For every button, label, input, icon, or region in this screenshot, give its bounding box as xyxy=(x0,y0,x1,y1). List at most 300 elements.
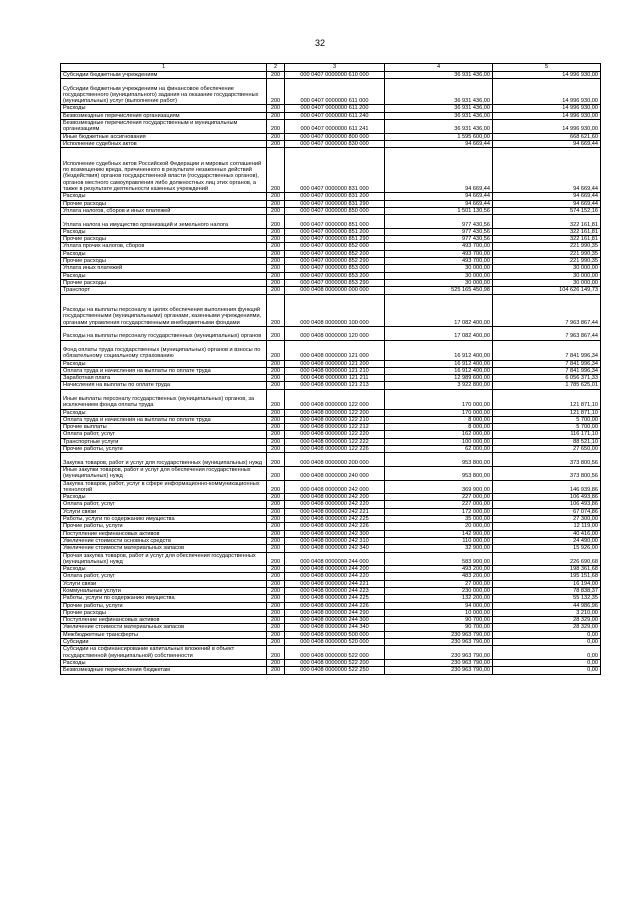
row-budget-code: 000 0408 0000000 122 212 xyxy=(285,424,385,431)
table-row xyxy=(61,508,601,515)
row-line-code: 200 xyxy=(267,258,285,265)
row-executed-amount: 40 416,00 xyxy=(493,530,601,537)
row-executed-amount: 0,00 xyxy=(493,631,601,638)
table-row xyxy=(61,545,601,552)
row-approved-amount: 583 900,00 xyxy=(385,552,493,566)
table-row xyxy=(61,243,601,250)
row-approved-amount: 230 963 790,00 xyxy=(385,646,493,660)
row-budget-code: 000 0407 0000000 852 200 xyxy=(285,250,385,257)
row-budget-code: 000 0407 0000000 831 290 xyxy=(285,200,385,207)
row-executed-amount: 44 986,96 xyxy=(493,602,601,609)
row-executed-amount: 14 996 930,00 xyxy=(493,72,601,79)
row-budget-code: 000 0408 0000000 244 223 xyxy=(285,588,385,595)
row-name: Расходы xyxy=(61,409,267,416)
row-line-code: 200 xyxy=(267,516,285,523)
row-executed-amount: 28 329,00 xyxy=(493,617,601,624)
row-line-code: 200 xyxy=(267,424,285,431)
row-name: Уплата прочих налогов, сборов xyxy=(61,243,267,250)
table-row xyxy=(61,375,601,382)
row-executed-amount: 0,00 xyxy=(493,646,601,660)
row-budget-code: 000 0408 0000000 522 000 xyxy=(285,646,385,660)
row-executed-amount: 3 210,00 xyxy=(493,609,601,616)
row-approved-amount: 94 669,44 xyxy=(385,193,493,200)
row-name: Иные выплаты персоналу государственных (муниципальных) органов, за исключением фонда оплаты труда xyxy=(61,389,267,409)
row-budget-code: 000 0407 0000000 831 200 xyxy=(285,193,385,200)
row-budget-code: 000 0408 0000000 000 000 xyxy=(285,287,385,294)
row-budget-code: 000 0408 0000000 242 200 xyxy=(285,494,385,501)
row-line-code: 200 xyxy=(267,480,285,494)
row-approved-amount: 493 700,00 xyxy=(385,243,493,250)
row-line-code: 200 xyxy=(267,573,285,580)
table-row xyxy=(61,617,601,624)
row-budget-code: 000 0408 0000000 122 210 xyxy=(285,416,385,423)
row-approved-amount: 162 000,00 xyxy=(385,431,493,438)
row-budget-code: 000 0408 0000000 121 200 xyxy=(285,360,385,367)
row-line-code: 200 xyxy=(267,617,285,624)
row-executed-amount: 5 700,00 xyxy=(493,424,601,431)
row-approved-amount: 94 000,00 xyxy=(385,602,493,609)
table-row xyxy=(61,327,601,341)
table-row xyxy=(61,667,601,674)
row-line-code: 200 xyxy=(267,243,285,250)
table-row xyxy=(61,595,601,602)
row-name: Расходы xyxy=(61,105,267,112)
row-budget-code: 000 0407 0000000 830 000 xyxy=(285,140,385,147)
row-name: Поступление нефинансовых активов xyxy=(61,617,267,624)
table-row xyxy=(61,105,601,112)
row-name: Прочие расходы xyxy=(61,236,267,243)
row-budget-code: 000 0408 0000000 242 226 xyxy=(285,523,385,530)
table-row xyxy=(61,566,601,573)
row-approved-amount: 94 669,44 xyxy=(385,148,493,193)
row-approved-amount: 369 900,00 xyxy=(385,480,493,494)
row-name: Оплата работ, услуг xyxy=(61,573,267,580)
table-row xyxy=(61,602,601,609)
row-budget-code: 000 0407 0000000 610 000 xyxy=(285,72,385,79)
table-row xyxy=(61,287,601,294)
row-budget-code: 000 0407 0000000 611 000 xyxy=(285,79,385,105)
row-approved-amount: 20 000,00 xyxy=(385,523,493,530)
row-budget-code: 000 0408 0000000 122 000 xyxy=(285,389,385,409)
row-line-code: 200 xyxy=(267,105,285,112)
row-budget-code: 000 0407 0000000 611 241 xyxy=(285,120,385,134)
row-name: Межбюджетные трансферты xyxy=(61,631,267,638)
row-name: Уплата налогов, сборов и иных платежей xyxy=(61,207,267,214)
row-executed-amount: 12 119,00 xyxy=(493,523,601,530)
table-row xyxy=(61,258,601,265)
row-executed-amount: 14 996 930,00 xyxy=(493,79,601,105)
row-approved-amount: 230 000,00 xyxy=(385,588,493,595)
row-budget-code: 000 0408 0000000 121 211 xyxy=(285,375,385,382)
row-executed-amount: 221 990,35 xyxy=(493,243,601,250)
row-name: Увеличение стоимости материальных запасов xyxy=(61,624,267,631)
row-executed-amount: 15 926,00 xyxy=(493,545,601,552)
row-executed-amount: 106 493,86 xyxy=(493,494,601,501)
row-name: Прочие расходы xyxy=(61,609,267,616)
row-name: Начисления на выплаты по оплате труда xyxy=(61,382,267,389)
row-name: Транспортные услуги xyxy=(61,438,267,445)
row-executed-amount: 106 493,86 xyxy=(493,501,601,508)
row-budget-code: 000 0408 0000000 522 250 xyxy=(285,667,385,674)
row-approved-amount: 493 700,00 xyxy=(385,258,493,265)
table-row xyxy=(61,659,601,666)
row-approved-amount: 90 700,00 xyxy=(385,617,493,624)
row-line-code: 200 xyxy=(267,133,285,140)
row-name: Расходы xyxy=(61,494,267,501)
row-name: Субсидии xyxy=(61,639,267,646)
row-executed-amount: 27 300,00 xyxy=(493,516,601,523)
row-name: Закупка товаров, работ и услуг для государственных (муниципальных) нужд xyxy=(61,453,267,467)
row-line-code: 200 xyxy=(267,200,285,207)
table-row xyxy=(61,453,601,467)
row-executed-amount: 7 963 867,44 xyxy=(493,294,601,327)
row-line-code: 200 xyxy=(267,588,285,595)
table-row xyxy=(61,215,601,229)
table-row xyxy=(61,279,601,286)
row-name: Прочая закупка товаров, работ и услуг для обеспечения государственных (муниципальных) нужд xyxy=(61,552,267,566)
row-name: Субсидии на софинансирование капитальных вложений в объект государственной (муниципальной) собственности xyxy=(61,646,267,660)
row-line-code: 200 xyxy=(267,327,285,341)
row-budget-code: 000 0408 0000000 242 221 xyxy=(285,508,385,515)
row-budget-code: 000 0408 0000000 242 220 xyxy=(285,501,385,508)
row-name: Транспорт xyxy=(61,287,267,294)
row-name: Субсидии бюджетным учреждениям на финансовое обеспечение государственного (муниципального) задания на оказание государственных (муниципальных) услуг (выполнение работ) xyxy=(61,79,267,105)
table-row xyxy=(61,236,601,243)
row-name: Увеличение стоимости материальных запасов xyxy=(61,545,267,552)
row-budget-code: 000 0407 0000000 852 000 xyxy=(285,243,385,250)
row-name: Прочие работы, услуги xyxy=(61,446,267,453)
row-approved-amount: 36 931 436,00 xyxy=(385,105,493,112)
table-row xyxy=(61,631,601,638)
table-row xyxy=(61,120,601,134)
row-executed-amount: 574 152,16 xyxy=(493,207,601,214)
row-executed-amount: 373 800,56 xyxy=(493,466,601,480)
row-approved-amount: 16 912 400,00 xyxy=(385,340,493,360)
row-approved-amount: 110 000,00 xyxy=(385,537,493,544)
row-approved-amount: 36 931 436,00 xyxy=(385,112,493,119)
row-executed-amount: 7 841 996,34 xyxy=(493,367,601,374)
table-row xyxy=(61,639,601,646)
row-executed-amount: 24 490,00 xyxy=(493,537,601,544)
table-row xyxy=(61,424,601,431)
row-approved-amount: 8 000,00 xyxy=(385,424,493,431)
row-budget-code: 000 0408 0000000 522 200 xyxy=(285,659,385,666)
row-line-code: 200 xyxy=(267,523,285,530)
row-budget-code: 000 0408 0000000 122 226 xyxy=(285,446,385,453)
row-executed-amount: 146 939,86 xyxy=(493,480,601,494)
row-line-code: 200 xyxy=(267,250,285,257)
row-executed-amount: 0,00 xyxy=(493,639,601,646)
row-approved-amount: 483 200,00 xyxy=(385,573,493,580)
page-number: 32 xyxy=(314,38,325,48)
row-budget-code: 000 0408 0000000 122 222 xyxy=(285,438,385,445)
row-name: Услуги связи xyxy=(61,580,267,587)
row-approved-amount: 227 000,00 xyxy=(385,501,493,508)
row-line-code: 200 xyxy=(267,530,285,537)
row-approved-amount: 27 000,00 xyxy=(385,580,493,587)
row-line-code: 200 xyxy=(267,360,285,367)
table-row xyxy=(61,446,601,453)
row-executed-amount: 14 996 930,00 xyxy=(493,105,601,112)
row-line-code: 200 xyxy=(267,120,285,134)
table-row xyxy=(61,294,601,327)
row-approved-amount: 90 700,00 xyxy=(385,624,493,631)
row-budget-code: 000 0408 0000000 240 000 xyxy=(285,466,385,480)
row-budget-code: 000 0407 0000000 853 000 xyxy=(285,265,385,272)
row-budget-code: 000 0408 0000000 244 225 xyxy=(285,595,385,602)
row-line-code: 200 xyxy=(267,79,285,105)
row-executed-amount: 94 669,44 xyxy=(493,148,601,193)
row-line-code: 200 xyxy=(267,545,285,552)
table-row xyxy=(61,148,601,193)
row-line-code: 200 xyxy=(267,294,285,327)
row-line-code: 200 xyxy=(267,508,285,515)
row-approved-amount: 30 000,00 xyxy=(385,265,493,272)
row-budget-code: 000 0408 0000000 121 210 xyxy=(285,367,385,374)
table-row xyxy=(61,580,601,587)
row-approved-amount: 172 000,00 xyxy=(385,508,493,515)
row-budget-code: 000 0408 0000000 500 000 xyxy=(285,631,385,638)
row-line-code: 200 xyxy=(267,566,285,573)
row-budget-code: 000 0407 0000000 831 000 xyxy=(285,148,385,193)
row-name: Увеличение стоимости основных средств xyxy=(61,537,267,544)
row-budget-code: 000 0408 0000000 242 000 xyxy=(285,480,385,494)
column-number: 3 xyxy=(285,64,385,72)
row-budget-code: 000 0408 0000000 244 226 xyxy=(285,602,385,609)
table-row xyxy=(61,140,601,147)
row-budget-code: 000 0408 0000000 244 290 xyxy=(285,609,385,616)
column-number: 5 xyxy=(493,64,601,72)
row-budget-code: 000 0408 0000000 121 213 xyxy=(285,382,385,389)
row-line-code: 200 xyxy=(267,466,285,480)
row-line-code: 200 xyxy=(267,140,285,147)
table-row xyxy=(61,516,601,523)
row-executed-amount: 195 151,68 xyxy=(493,573,601,580)
row-line-code: 200 xyxy=(267,438,285,445)
row-budget-code: 000 0408 0000000 100 000 xyxy=(285,294,385,327)
row-approved-amount: 16 912 400,00 xyxy=(385,360,493,367)
row-name: Уплата налога на имущество организаций и земельного налога xyxy=(61,215,267,229)
table-row xyxy=(61,250,601,257)
row-line-code: 200 xyxy=(267,389,285,409)
row-approved-amount: 100 000,00 xyxy=(385,438,493,445)
row-budget-code: 000 0407 0000000 851 200 xyxy=(285,228,385,235)
row-line-code: 200 xyxy=(267,265,285,272)
row-executed-amount: 27 650,00 xyxy=(493,446,601,453)
row-budget-code: 000 0408 0000000 520 000 xyxy=(285,639,385,646)
row-budget-code: 000 0407 0000000 611 200 xyxy=(285,105,385,112)
row-approved-amount: 30 000,00 xyxy=(385,272,493,279)
row-executed-amount: 221 990,35 xyxy=(493,250,601,257)
row-name: Фонд оплаты труда государственных (муниципальных) органов и взносы по обязательному социальному страхованию xyxy=(61,340,267,360)
row-executed-amount: 7 841 996,34 xyxy=(493,340,601,360)
row-name: Расходы на выплаты персоналу в целях обеспечения выполнения функций государственными (муниципальными) органами, казенными учреждениями, органами управления государственными внебюджетными фондами xyxy=(61,294,267,327)
row-budget-code: 000 0408 0000000 244 220 xyxy=(285,573,385,580)
row-approved-amount: 953 800,00 xyxy=(385,453,493,467)
table-row xyxy=(61,466,601,480)
table-row xyxy=(61,133,601,140)
row-line-code: 200 xyxy=(267,494,285,501)
row-budget-code: 000 0408 0000000 122 220 xyxy=(285,431,385,438)
row-executed-amount: 0,00 xyxy=(493,659,601,666)
row-name: Расходы xyxy=(61,360,267,367)
row-line-code: 200 xyxy=(267,639,285,646)
row-executed-amount: 1 785 625,01 xyxy=(493,382,601,389)
row-budget-code: 000 0407 0000000 853 290 xyxy=(285,279,385,286)
row-line-code: 200 xyxy=(267,228,285,235)
row-budget-code: 000 0408 0000000 122 200 xyxy=(285,409,385,416)
row-approved-amount: 16 912 400,00 xyxy=(385,367,493,374)
row-budget-code: 000 0407 0000000 851 290 xyxy=(285,236,385,243)
column-number: 1 xyxy=(61,64,267,72)
table-row xyxy=(61,438,601,445)
row-name: Услуги связи xyxy=(61,508,267,515)
table-row xyxy=(61,228,601,235)
column-number: 2 xyxy=(267,64,285,72)
row-approved-amount: 36 931 436,00 xyxy=(385,120,493,134)
table-row xyxy=(61,646,601,660)
row-approved-amount: 36 931 436,00 xyxy=(385,72,493,79)
table-row xyxy=(61,552,601,566)
row-line-code: 200 xyxy=(267,416,285,423)
row-line-code: 200 xyxy=(267,537,285,544)
row-line-code: 200 xyxy=(267,659,285,666)
row-line-code: 200 xyxy=(267,207,285,214)
table-row xyxy=(61,72,601,79)
row-executed-amount: 6 056 371,33 xyxy=(493,375,601,382)
row-name: Иные закупки товаров, работ и услуг для обеспечения государственных (муниципальных) нужд xyxy=(61,466,267,480)
row-name: Заработная плата xyxy=(61,375,267,382)
row-executed-amount: 0,00 xyxy=(493,667,601,674)
table-row xyxy=(61,367,601,374)
row-line-code: 200 xyxy=(267,646,285,660)
table-row xyxy=(61,624,601,631)
row-approved-amount: 3 922 800,00 xyxy=(385,382,493,389)
row-budget-code: 000 0408 0000000 244 300 xyxy=(285,617,385,624)
row-executed-amount: 668 621,60 xyxy=(493,133,601,140)
row-approved-amount: 32 900,00 xyxy=(385,545,493,552)
row-line-code: 200 xyxy=(267,215,285,229)
row-name: Прочие работы, услуги xyxy=(61,602,267,609)
table-row xyxy=(61,265,601,272)
row-approved-amount: 230 963 790,00 xyxy=(385,639,493,646)
row-line-code: 200 xyxy=(267,112,285,119)
table-row xyxy=(61,112,601,119)
row-budget-code: 000 0407 0000000 853 200 xyxy=(285,272,385,279)
row-executed-amount: 5 700,00 xyxy=(493,416,601,423)
row-approved-amount: 142 900,00 xyxy=(385,530,493,537)
row-executed-amount: 121 871,10 xyxy=(493,409,601,416)
row-line-code: 200 xyxy=(267,602,285,609)
row-approved-amount: 493 200,00 xyxy=(385,566,493,573)
budget-execution-table xyxy=(60,63,601,675)
row-line-code: 200 xyxy=(267,595,285,602)
row-approved-amount: 977 430,56 xyxy=(385,236,493,243)
row-budget-code: 000 0407 0000000 852 290 xyxy=(285,258,385,265)
row-approved-amount: 10 000,00 xyxy=(385,609,493,616)
row-name: Оплата труда и начисления на выплаты по оплате труда xyxy=(61,367,267,374)
table-row xyxy=(61,588,601,595)
row-line-code: 200 xyxy=(267,667,285,674)
row-approved-amount: 227 000,00 xyxy=(385,494,493,501)
row-executed-amount: 121 871,10 xyxy=(493,389,601,409)
row-budget-code: 000 0407 0000000 851 000 xyxy=(285,215,385,229)
table-row xyxy=(61,382,601,389)
row-name: Расходы xyxy=(61,228,267,235)
table-row xyxy=(61,573,601,580)
row-approved-amount: 170 000,00 xyxy=(385,389,493,409)
row-executed-amount: 373 800,56 xyxy=(493,453,601,467)
table-row xyxy=(61,79,601,105)
row-line-code: 200 xyxy=(267,631,285,638)
row-line-code: 200 xyxy=(267,624,285,631)
table-row xyxy=(61,494,601,501)
row-approved-amount: 30 000,00 xyxy=(385,279,493,286)
table-row xyxy=(61,409,601,416)
row-name: Оплата работ, услуг xyxy=(61,501,267,508)
row-name: Поступление нефинансовых активов xyxy=(61,530,267,537)
row-budget-code: 000 0408 0000000 242 340 xyxy=(285,545,385,552)
row-line-code: 200 xyxy=(267,72,285,79)
row-name: Расходы на выплаты персоналу государственных (муниципальных) органов xyxy=(61,327,267,341)
row-line-code: 200 xyxy=(267,279,285,286)
row-executed-amount: 55 132,35 xyxy=(493,595,601,602)
row-name: Расходы xyxy=(61,250,267,257)
row-budget-code: 000 0407 0000000 800 000 xyxy=(285,133,385,140)
row-executed-amount: 322 161,81 xyxy=(493,236,601,243)
row-budget-code: 000 0408 0000000 120 000 xyxy=(285,327,385,341)
row-line-code: 200 xyxy=(267,272,285,279)
row-executed-amount: 116 171,10 xyxy=(493,431,601,438)
row-approved-amount: 8 000,00 xyxy=(385,416,493,423)
row-approved-amount: 36 931 436,00 xyxy=(385,79,493,105)
row-budget-code: 000 0408 0000000 242 225 xyxy=(285,516,385,523)
row-executed-amount: 88 521,10 xyxy=(493,438,601,445)
row-name: Иные бюджетные ассигнования xyxy=(61,133,267,140)
row-approved-amount: 62 000,00 xyxy=(385,446,493,453)
table-row xyxy=(61,200,601,207)
table-row xyxy=(61,480,601,494)
row-executed-amount: 198 361,68 xyxy=(493,566,601,573)
row-budget-code: 000 0408 0000000 244 000 xyxy=(285,552,385,566)
table-row xyxy=(61,340,601,360)
row-budget-code: 000 0408 0000000 244 200 xyxy=(285,566,385,573)
row-approved-amount: 17 082 400,00 xyxy=(385,327,493,341)
row-name: Прочие расходы xyxy=(61,200,267,207)
row-name: Субсидии бюджетным учреждениям xyxy=(61,72,267,79)
row-line-code: 200 xyxy=(267,409,285,416)
row-name: Оплата труда и начисления на выплаты по оплате труда xyxy=(61,416,267,423)
row-name: Расходы xyxy=(61,659,267,666)
row-line-code: 200 xyxy=(267,431,285,438)
row-budget-code: 000 0408 0000000 121 000 xyxy=(285,340,385,360)
row-executed-amount: 94 669,44 xyxy=(493,193,601,200)
row-name: Работы, услуги по содержанию имущества xyxy=(61,516,267,523)
row-budget-code: 000 0408 0000000 242 310 xyxy=(285,537,385,544)
row-name: Прочие расходы xyxy=(61,258,267,265)
row-approved-amount: 493 700,00 xyxy=(385,250,493,257)
table-row xyxy=(61,523,601,530)
row-executed-amount: 28 329,00 xyxy=(493,624,601,631)
row-executed-amount: 94 669,44 xyxy=(493,140,601,147)
row-approved-amount: 94 669,44 xyxy=(385,140,493,147)
row-name: Прочие выплаты xyxy=(61,424,267,431)
row-line-code: 200 xyxy=(267,340,285,360)
row-name: Безвозмездные перечисления государственным и муниципальным организациям xyxy=(61,120,267,134)
table-body xyxy=(61,72,601,675)
row-executed-amount: 322 161,81 xyxy=(493,228,601,235)
row-approved-amount: 1 595 600,00 xyxy=(385,133,493,140)
